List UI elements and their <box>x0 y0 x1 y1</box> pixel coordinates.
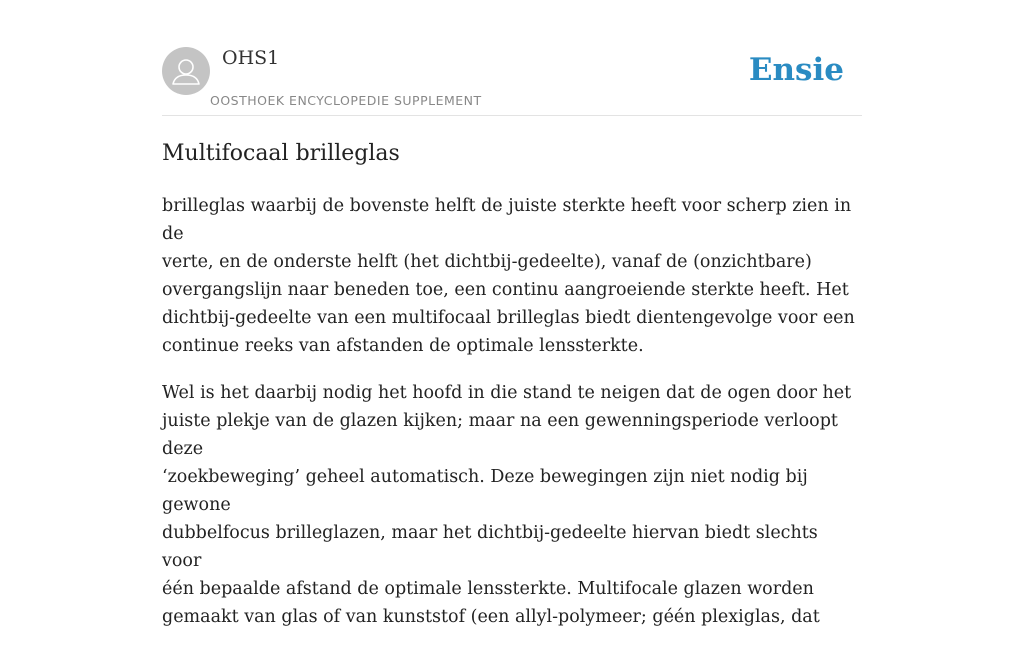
source-label[interactable]: OOSTHOEK ENCYCLOPEDIE SUPPLEMENT <box>210 93 482 108</box>
text-line: dubbelfocus brilleglazen, maar het dichtbij-gedeelte hiervan biedt slechts voor <box>162 523 818 571</box>
text-line: ‘zoekbeweging’ geheel automatisch. Deze bewegingen zijn niet nodig bij gewone <box>162 467 808 515</box>
author-name[interactable]: OHS1 <box>222 47 280 69</box>
text-line: verte, en de onderste helft (het dichtbij-gedeelte), vanaf de (onzichtbare) <box>162 252 812 272</box>
text-line: gemaakt van glas of van kunststof (een allyl-polymeer; géén plexiglas, dat <box>162 607 820 627</box>
brand-logo[interactable]: Ensie <box>748 52 844 88</box>
text-line: juiste plekje van de glazen kijken; maar na een gewenningsperiode verloopt deze <box>162 411 838 459</box>
text-line: Wel is het daarbij nodig het hoofd in die stand te neigen dat de ogen door het <box>162 383 852 403</box>
avatar[interactable] <box>162 47 210 95</box>
text-line: dichtbij-gedeelte van een multifocaal brilleglas biedt dientengevolge voor een <box>162 308 855 328</box>
paragraph <box>162 379 862 631</box>
text-line: continue reeks van afstanden de optimale lenssterkte. <box>162 336 644 356</box>
user-silhouette-icon <box>162 47 210 95</box>
text-line: overgangslijn naar beneden toe, een continu aangroeiende sterkte heeft. Het <box>162 280 849 300</box>
text-line: brilleglas waarbij de bovenste helft de juiste sterkte heeft voor scherp zien in de <box>162 196 852 244</box>
header <box>162 0 862 116</box>
text-line: één bepaalde afstand de optimale lenssterkte. Multifocale glazen worden <box>162 579 814 599</box>
article-body <box>162 192 862 650</box>
paragraph <box>162 192 862 360</box>
article-title: Multifocaal brilleglas <box>162 141 400 166</box>
